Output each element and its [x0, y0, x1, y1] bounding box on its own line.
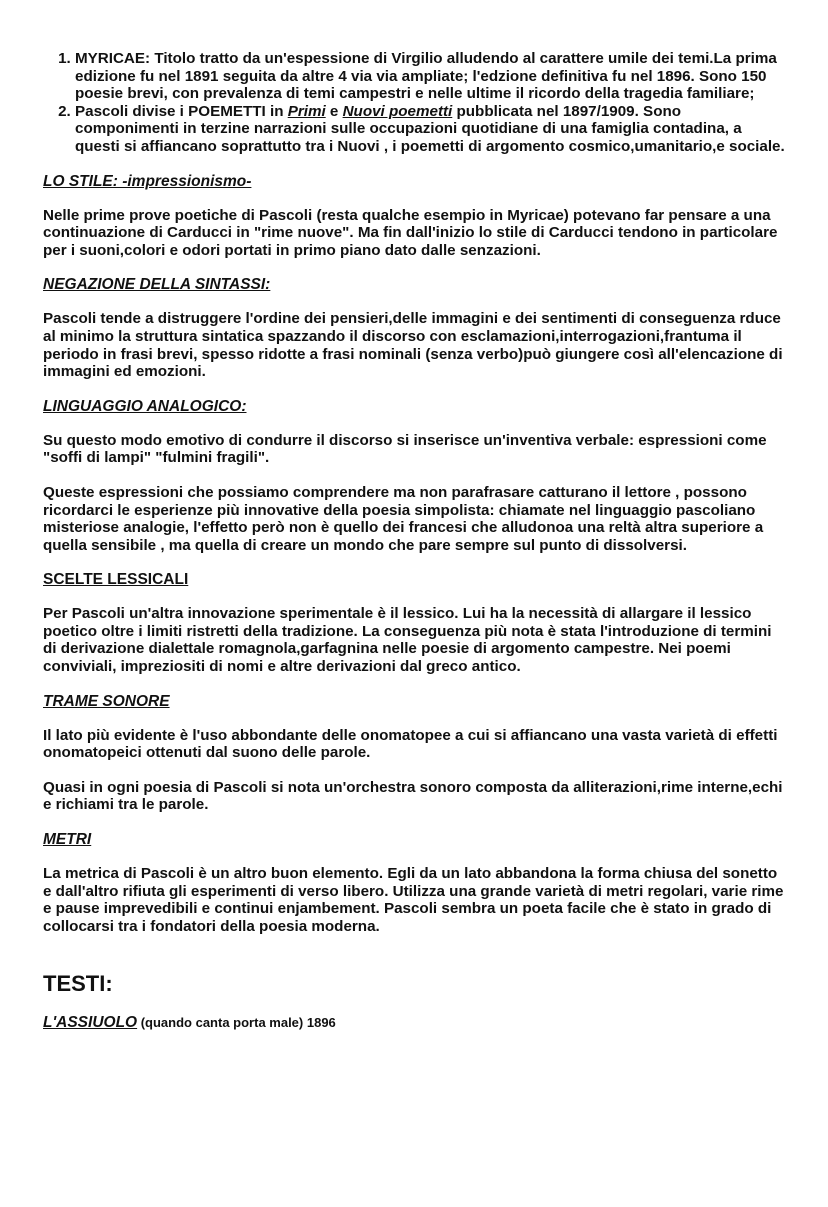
paragraph-sonore-1: Il lato più evidente è l'uso abbondante delle onomatopee a cui si affiancano una vasta varietà di effetti onomatopeici ottenuti dal suono delle parole.: [43, 726, 778, 762]
assiuolo-subtitle: (quando canta porta male): [137, 1015, 304, 1031]
paragraph-metri: La metrica di Pascoli è un altro buon elemento. Egli da un lato abbandona la forma chiusa del sonetto e dall'altro rifiuta gli esperimenti di verso libero. Utilizza una grande varietà di metri regolari, varie rime e pause imprevedibili e continui enjambement. Pascoli sembra un poeta facile che è stato in grado di collocarsi tra i fondatori della poesia moderna.: [43, 865, 784, 935]
testi-heading: TESTI:: [43, 971, 113, 997]
paragraph-analogico-2: Queste espressioni che possiamo comprendere ma non parafrasare catturano il lettore , possono ricordarci le esperienze più innovative della poesia simpolista: chiamate nel linguaggio pascoliano misteriose analogie, l'effetto però non è quello dei francesi che alludonoa una reltà altra superiore a quella sensibile , ma quella di creare un mondo che pare sempre sul punto di dissolversi.: [43, 483, 764, 554]
section-title-stile: LO STILE: -impressionismo-: [43, 172, 252, 190]
poemetti-text-a: Pascoli divise i: [75, 102, 189, 120]
list-item-poemetti: [75, 103, 788, 156]
poemetti-text-b: in: [265, 102, 288, 120]
paragraph-sonore-2: Quasi in ogni poesia di Pascoli si nota un'orchestra sonoro composta da alliterazioni,rime interne,echi e richiami tra le parole.: [43, 778, 783, 814]
paragraph-stile: Nelle prime prove poetiche di Pascoli (resta qualche esempio in Myricae) potevano far pensare a una continuazione di Carducci in "rime nuove". Ma fin dall'inizio lo stile di Carducci tendono in particolare per i suoni,colori e odori portati in primo piano dato dalle senzazioni.: [43, 206, 778, 259]
testi-first-title: [43, 1014, 788, 1032]
section-title-sonore: TRAME SONORE: [43, 692, 170, 710]
paragraph-lessicali: Per Pascoli un'altra innovazione sperimentale è il lessico. Lui ha la necessità di allargare il lessico poetico oltre i limiti ristretti della tradizione. La conseguenza più nota è stata l'introduzione di termini di derivazione dialettale romagnola,garfagnina nelle poesie di argomento campestre. Nei poemi conviviali, impreziositi di nomi e altre derivazioni dal greco antico.: [43, 605, 772, 676]
assiuolo-title: L'ASSIUOLO: [43, 1014, 138, 1032]
poemetti-text-d: pubblicata nel 1897/1909. Sono componimenti in terzine narrazioni sulle occupazioni quotidiane di una famiglia contadina, a questi si affiancano soprattutto tra i Nuovi , i poemetti di argomento cosmico,umanitario,e sociale.: [75, 102, 785, 155]
paragraph-analogico-1: Su questo modo emotivo di condurre il discorso si inserisce un'inventiva verbale: espressioni come "soffi di lampi" "fulmini fragili".: [43, 431, 767, 467]
myricae-text: Titolo tratto da un'espessione di Virgilio alludendo al carattere umile dei temi.La prima edizione fu nel 1891 seguita da altre 4 via via ampliate; l'edzione definitiva fu nel 1896. Sono 150 poesie brevi, con prevalenza di temi campestri e nelle ultime il ricordo della tragedia familiare;: [75, 50, 777, 103]
list-item-myricae: [75, 50, 788, 103]
assiuolo-year: 1896: [303, 1015, 336, 1031]
poemetti-heading: POEMETTI: [188, 102, 266, 120]
primi-title: Primi: [287, 102, 326, 120]
section-title-metri: METRI: [43, 831, 92, 849]
section-title-analogico: LINGUAGGIO ANALOGICO:: [43, 397, 247, 415]
nuovi-poemetti-title: Nuovi poemetti: [342, 102, 453, 120]
section-title-lessicali: SCELTE LESSICALI: [43, 571, 189, 589]
myricae-heading: MYRICAE:: [75, 50, 151, 67]
paragraph-sintassi: Pascoli tende a distruggere l'ordine dei pensieri,delle immagini e dei sentimenti di conseguenza rduce al minimo la struttura sintatica spazzando il discorso con esclamazioni,interrogazioni,frantuma il periodo in frasi brevi, spesso ridotte a frasi nominali (senza verbo)può giungere così all'elencazione di immagini ed emozioni.: [43, 310, 783, 381]
section-title-sintassi: NEGAZIONE DELLA SINTASSI:: [43, 276, 271, 294]
intro-list: [43, 50, 788, 156]
poemetti-text-c: e: [325, 102, 343, 120]
